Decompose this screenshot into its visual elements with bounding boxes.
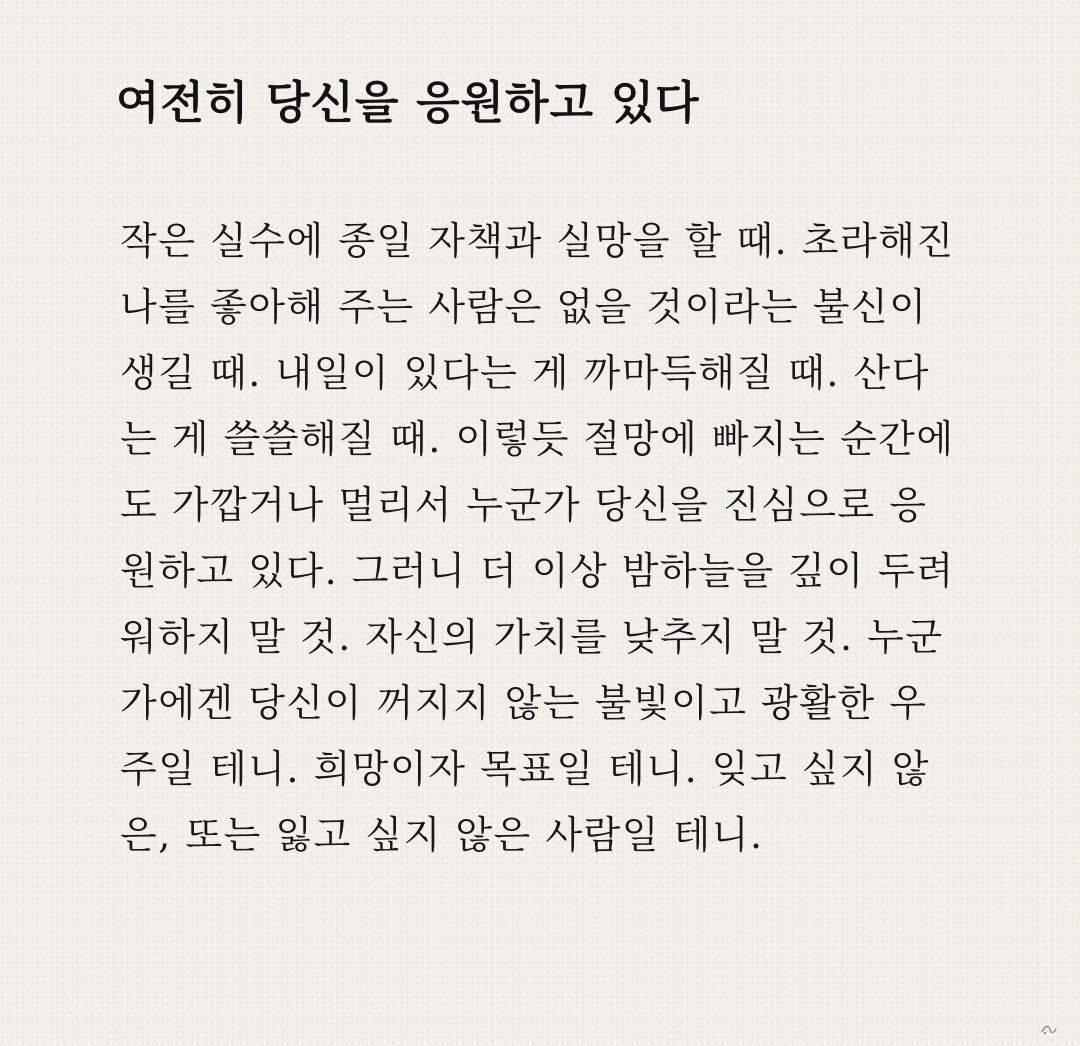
small-scribble-icon <box>1040 1022 1058 1036</box>
paragraph-line: 도 가깝거나 멀리서 누군가 당신을 진심으로 응 <box>120 483 928 527</box>
paragraph-line: 나를 좋아해 주는 사람은 없을 것이라는 불신이 <box>120 285 928 329</box>
paragraph-line: 작은 실수에 종일 자책과 실망을 할 때. 초라해진 <box>120 219 955 263</box>
paragraph-line: 생길 때. 내일이 있다는 게 까마득해질 때. 산다 <box>120 351 930 395</box>
paragraph-line: 은, 또는 잃고 싶지 않은 사람일 테니. <box>120 813 764 857</box>
paragraph-line: 주일 테니. 희망이자 목표일 테니. 잊고 싶지 않 <box>120 747 930 791</box>
paragraph-line: 워하지 말 것. 자신의 가치를 낮추지 말 것. 누군 <box>120 615 944 659</box>
paragraph-line: 원하고 있다. 그러니 더 이상 밤하늘을 깊이 두려 <box>120 549 955 593</box>
page-title: 여전히 당신을 응원하고 있다 <box>116 76 700 129</box>
body-paragraph <box>120 208 970 868</box>
paragraph-line: 는 게 쓸쓸해질 때. 이렇듯 절망에 빠지는 순간에 <box>120 417 955 461</box>
paragraph-line: 가에겐 당신이 꺼지지 않는 불빛이고 광활한 우 <box>120 681 928 725</box>
